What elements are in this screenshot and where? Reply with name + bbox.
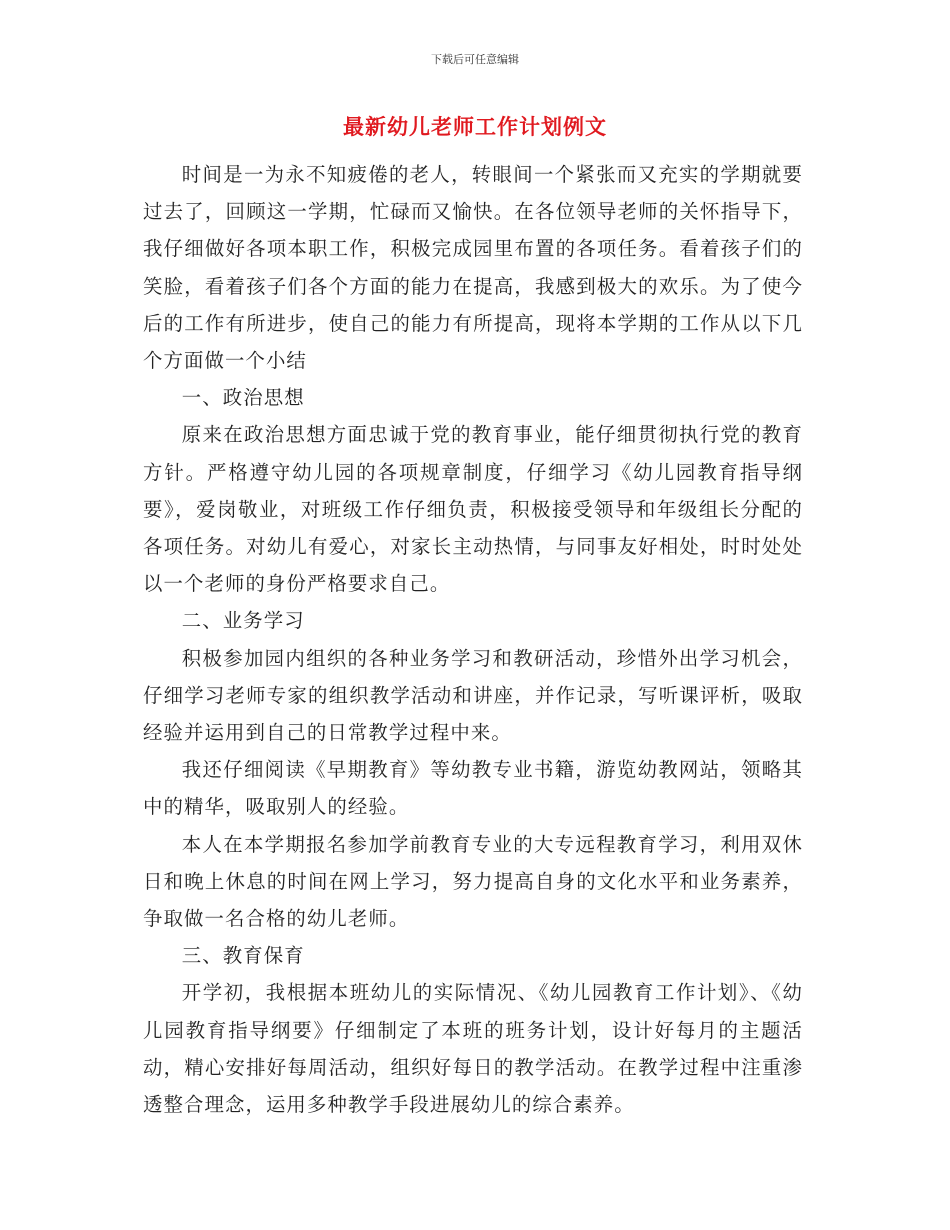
section-study-paragraph-3: 本人在本学期报名参加学前教育专业的大专远程教育学习，利用双休日和晚上休息的时间在网上学习，努力提高自身的文化水平和业务素养，争取做一名合格的幼儿老师。 <box>143 832 803 931</box>
section-study-paragraph-2: 我还仔细阅读《早期教育》等幼教专业书籍，游览幼教网站，领略其中的精华，吸取别人的经验。 <box>143 758 803 819</box>
section-politics-paragraph: 原来在政治思想方面忠诚于党的教育事业，能仔细贯彻执行党的教育方针。严格遵守幼儿园的各项规章制度，仔细学习《幼儿园教育指导纲要》，爱岗敬业，对班级工作仔细负责，积极接受领导和年级组长分配的各项任务。对幼儿有爱心，对家长主动热情，与同事友好相处，时时处处以一个老师的身份严格要求自己。 <box>143 423 803 596</box>
intro-paragraph: 时间是一为永不知疲倦的老人，转眼间一个紧张而又充实的学期就要过去了，回顾这一学期，忙碌而又愉快。在各位领导老师的关怀指导下，我仔细做好各项本职工作，积极完成园里布置的各项任务。看着孩子们的笑脸，看着孩子们各个方面的能力在提高，我感到极大的欢乐。为了使今后的工作有所进步，使自己的能力有所提高，现将本学期的工作从以下几个方面做一个小结 <box>143 163 803 373</box>
section-study-paragraph-1: 积极参加园内组织的各种业务学习和教研活动，珍惜外出学习机会，仔细学习老师专家的组织教学活动和讲座，并作记录，写听课评析，吸取经验并运用到自己的日常教学过程中来。 <box>143 646 803 745</box>
section-heading-study: 二、业务学习 <box>181 609 305 633</box>
section-heading-education: 三、教育保育 <box>181 944 305 968</box>
document-body <box>143 156 803 1123</box>
section-education-paragraph: 开学初，我根据本班幼儿的实际情况、《幼儿园教育工作计划》、《幼儿园教育指导纲要》仔细制定了本班的班务计划，设计好每月的主题活动，精心安排好每周活动，组织好每日的教学活动。在教学过程中注重渗透整合理念，运用多种教学手段进展幼儿的综合素养。 <box>143 981 803 1117</box>
document-title: 最新幼儿老师工作计划例文 <box>343 114 607 139</box>
page-header-note: 下载后可任意编辑 <box>431 53 519 66</box>
section-heading-politics: 一、政治思想 <box>181 386 305 410</box>
